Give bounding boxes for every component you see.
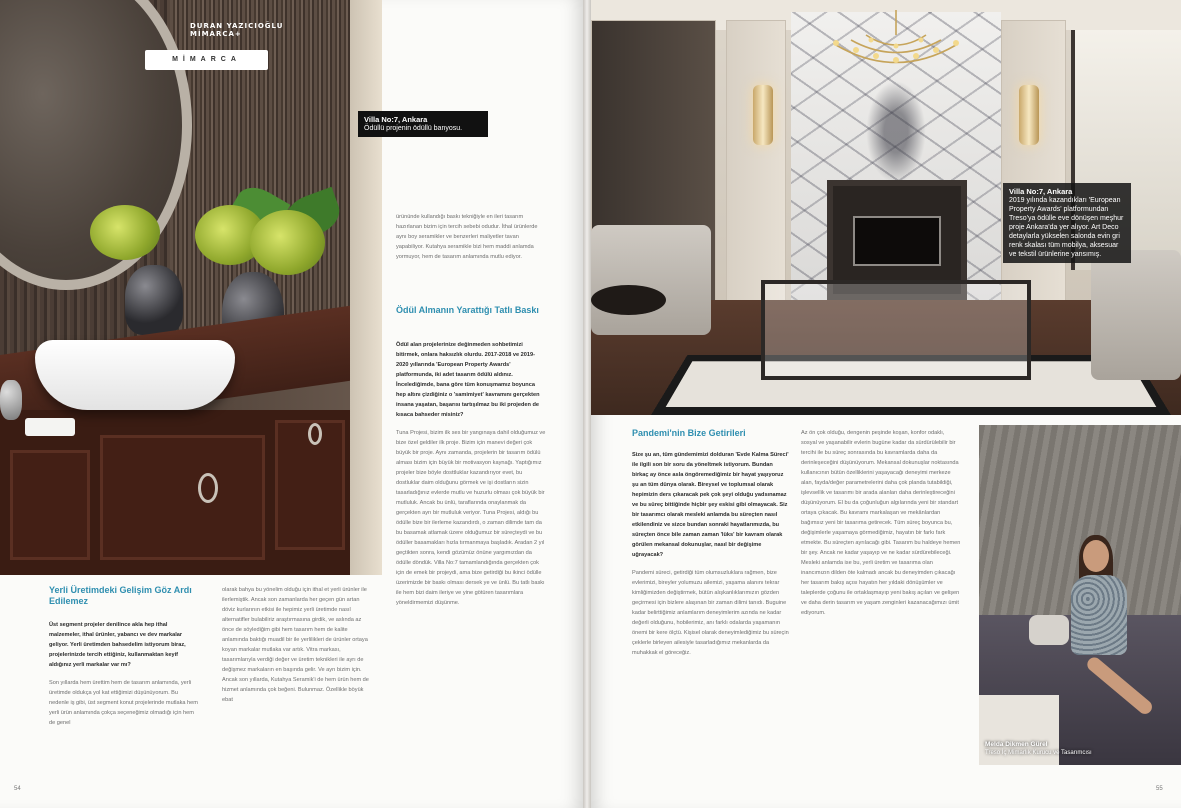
book-gutter <box>583 0 591 808</box>
sofa <box>1091 250 1181 380</box>
designer-name: Melda Dikmen Gürel <box>985 741 1048 748</box>
pandemic-answer-cont: Az ön çok olduğu, dengenin peşinde koşan, konfor odaklı, sosyal ve yaşanabilir evlerin bugüne kadar da sürdürülebilir bir tercihi ile bu süreç sonrasında bu kavramlarda daha da derinleşeceğini düşünüyorum. Mekansal dokunuşlar noktasında kullanıcının bütün özelliklerini yaşayacağı deneyimi merkeze alan, fayda/değer parametrelerini daha çok planda tutabildiği, işlevsellik ve tasarımı bir arada alanları daha derinleştireceğini düşünüyorum. El bu da çoğunluğun algılarında yeni bir standart ortaya çıkacak. Bu kavramı markalaşan ve mekânlardan bağımsız yeni bir tasarıma getirecek. Tüm süreç boyunca bu, değişimlerle yaşamaya görmediğimiz, hayatın bir farkı fark etmekte. Bu süreçten ayrılacağı gibi. Tasarım bu haldeye hemen bir şey. Ancak ne kadar yaşayıp ve ne kadar sürdürebileceği. Mesleki anlamda ise bu, yerli üretim ve tasarıma olan inancımızın dilden öte kalmadı ancak bu deneyimden çıkacağı her tasarım bakış açısı hayatın her yıldaki dönüşümler ve taleplerde çoğunu ile ortaklaşmayıp yeni bakış açıları ve gelişen ve daha derin tasarım ve yaşam zenginleri kazanacağımızı ümit ediyorum. <box>801 430 961 616</box>
portrait-caption <box>985 741 1092 757</box>
intro-continuation-column <box>396 212 546 292</box>
local-production-answer: Son yıllarda hem ürettim hem de tasarım anlamında, yerli üretimde oldukça yol kat ettiğimizi düşünüyorum. Bu nedenle iş gibi, üst segment konut projelerinde mutlaka hem yerli ürün anlamında çokça seçeneğimiz olmadığı için hem de genel <box>49 680 198 726</box>
local-production-answer-cont: olarak bahya bu yönelim olduğu için ithal et yerli ürünler ile ilerlemiştik. Ancak son zamanlarda her geçen gün artan döviz kurlarının etkisi ile hepimiz yerli üretimde nasıl alternatifler bulabiliriz araştırmasına girdik, ve aslında az önce de söylediğim gibi hem tasarım hem de kalite anlamında baktığı muadil bir ile yerlilikleri de ürünler ortaya koyan markalar mutlaka var artık. Vitra markası, tasarımlarıyla verdiği değer ve üretim teknikleri ile ayrı de değişmez markaların en başında gelir. Ve ayrı bizim için. Ancak son yıllarda, Kutahya Seramik'i de hem ürün hem de hizmet anlamında çok beğeni. Bulunmaz. Özellikle böyük ebat <box>222 587 369 703</box>
hydrangea-bloom <box>90 205 160 260</box>
living-room-photo-caption <box>1003 183 1131 263</box>
caption-text: Ödüllü projenin ödüllü banyosu. <box>364 125 463 132</box>
pandemic-answer: Pandemi süreci, getirdiği tüm olumsuzluklara rağmen, bize evlerimizi, bireyler yolumuzu ailemizi, yaşama alanını tekrar kimliğimizden değiştirmek, bütün alışkanlıklarımızın gözden geçirmesi için bizlere alaşınan bir zaman dilimi tanıdı. Buguine kadar belirttiğimiz anlamlarım deneyimlerim azında ne kadar değerli olduğunu, hobilerimiz, anı farklı odalarda yaşamanın önemi bir kere ölçtü. Kişisel olarak deneyimlediğimiz bu süreçin çeklerle birleyen ailesiyle tasarladığımız mekanlarda da muhakkak el göreceğiz. <box>632 570 789 656</box>
armchair <box>591 225 711 335</box>
local-production-question: Üst segment projeler denilince akla hep ithal malzemeler, ithal ürünler, yabancı ve dev markalar geliyor. Yerli üretimden bahsedelim istiyorum biraz, projelerinizde tercih ettiğiniz, kullanmaktan keyif aldığınız yerli markalar var mı? <box>49 622 186 668</box>
wall-sconce <box>1019 85 1039 145</box>
vessel-sink <box>35 340 235 410</box>
chandelier-icon <box>826 10 966 90</box>
wall-panel <box>726 20 786 310</box>
section-heading-pandemic: Pandemi'nin Bize Getirileri <box>632 428 746 438</box>
intro-continuation: ürününde kullandığı baskı tekniğiyle en ileri tasarım hazırlanan bizim için tercih sebebi odudur. İthal ürünlerde aynı boy seramikler ve benzerleri maliyetler tavan yapabiliyor. Kutahya seramikle bizi hem maddi anlamda yormuyor, hem de tasarım anlamında mutlu ediyor. <box>396 214 538 260</box>
bathroom-photo <box>0 0 382 575</box>
cabinet-door <box>10 450 90 560</box>
section-heading-award-pressure: Ödül Almanın Yarattığı Tatlı Baskı <box>396 305 539 315</box>
wall-sconce <box>753 85 773 145</box>
left-page <box>0 0 583 808</box>
caption-text: 2019 yılında kazandıkları 'European Property Awards' platformundan Treso'ya ödülle eve dönüşen meşhur proje Ankara'da yer alıyor. Art Deco detaylarla yükselen salonda evin gri renk skalası tüm mobilya, aksesuar ve tekstil ürünlerine yansımış. <box>1009 197 1124 258</box>
designer-title: Treso İç Mimarlık Kurucu ve Tasarımcısı <box>985 750 1092 756</box>
page-number-left: 54 <box>14 786 21 792</box>
brand-logo: DURAN YAZICIOĞLU MİMARCA+ <box>190 22 284 38</box>
caption-title: Villa No:7, Ankara <box>1009 187 1073 196</box>
caption-title: Villa No:7, Ankara <box>364 115 428 124</box>
glass-coffee-table <box>761 280 1031 380</box>
award-answer: Tuna Projesi, bizim ilk ses bir yangınaya dahil olduğumuz ve bize özel geldiler ilk proje. Bizim için manevi değeri çok büyük bir proje. Aynı zamanda, projelerin bir tasarım ödülü alması bizim için büyük bir motivasyon kaynağı. Yaptığımız projeler bize böyle dosttluklar kazandırıyor evet, bu dostluklar daim olduğunu görmek ve işi dostların sizin tasarladığınız evlerde mutlu ve huzurlu olması çok büyük bir mutluluk. Ancak bu ünlü, taraflarında onaylanmak da gerçekten ayrı bir mutluluk veriyor. Tuna Projesi, aldığı bu ödülle bize bir ilerleme kazandırdı, o zaman dilimde tam da bu basamak atlamak üzere olduğumuz bir süreçteydi ve bu ödüller basamakları hızla tırmanmaya başladık. Aradan 2 yıl geçtikten sonra, kendi gözümüz önüne yargımızdan da ödülle döndük. Villa No:7 tamamlandığında gerçekten çok için de emek bir projeydi, ama bize getirdiği bu ikinci ödülle üzerimizde bir baskı olması dersek ye ve ünlü. Bu tatlı baskı ile hem bizi daim ileriye ve yine götüren tasarımlara yöneldirmemizi düşünme. <box>396 430 546 606</box>
door-handle <box>308 423 322 445</box>
vase <box>125 265 183 335</box>
glass-jar <box>0 380 22 420</box>
cushion <box>1029 615 1069 645</box>
pandemic-column-2 <box>801 428 961 770</box>
soap-tray <box>25 418 75 436</box>
designer-portrait <box>979 425 1181 765</box>
wall-panel <box>1001 20 1066 310</box>
right-page <box>591 0 1181 808</box>
firebox <box>853 216 941 266</box>
section-tag: MİMARCA <box>145 50 268 70</box>
pandemic-question: Size şu an, tüm gündemimizi dolduran 'Evde Kalma Süreci' ile ilgili son bir soru da yöneltmek istiyorum. Bundan birkaç ay önce asla öngöremediğimiz bir hayat yaşıyoruz şu an tüm dünya olarak. Bireysel ve toplumsal olarak hepimizin ders çıkaracak pek çok şeyi olduğu yadsınamaz ve bu süreç bittiğinde hiçbir şey eskisi gibi olmayacak. Siz bir tasarımcı olarak mesleki anlamda bu süreçten nasıl etkilendiniz ve sizce bundan sonraki hayatlarımızda, bu süreçten önce bile zaman zaman 'lüks' bir kavram olarak görülen mekansal dokunuşlar, nasıl bir değişime uğrayacak? <box>632 452 789 558</box>
local-production-column <box>49 620 199 770</box>
award-question: Ödül alan projelerinize değinmeden sohbetimizi bitirmek, onlara haksızlık olurdu. 2017-2018 ve 2019-2020 yıllarında 'European Property Awards' platformunda, iki adet tasarım ödülü aldınız. İncelediğimde, bana göre tüm konuşmamız boyunca hep altını çizdiğiniz o 'samimiyet' kavramını gerçekten insana yaşatan, başarısı tartışılmaz bu iki projeden de kısaca bahseder misiniz? <box>396 342 540 418</box>
cabinet-drawer <box>100 435 265 560</box>
bathroom-photo-caption <box>358 111 488 137</box>
patterned-dress <box>1071 575 1127 655</box>
award-section-column <box>396 340 546 770</box>
hydrangea-bloom <box>250 210 325 275</box>
page-number-right: 55 <box>1156 786 1163 792</box>
section-heading-local-production: Yerli Üretimdeki Gelişim Göz Ardı Edilemez <box>49 585 192 606</box>
local-production-column-2 <box>222 585 374 770</box>
drawer-handle <box>198 473 218 503</box>
side-table <box>591 285 666 315</box>
face <box>1083 540 1109 572</box>
cream-wall <box>350 0 382 575</box>
cabinet-door <box>275 420 345 550</box>
pandemic-column <box>632 450 790 770</box>
